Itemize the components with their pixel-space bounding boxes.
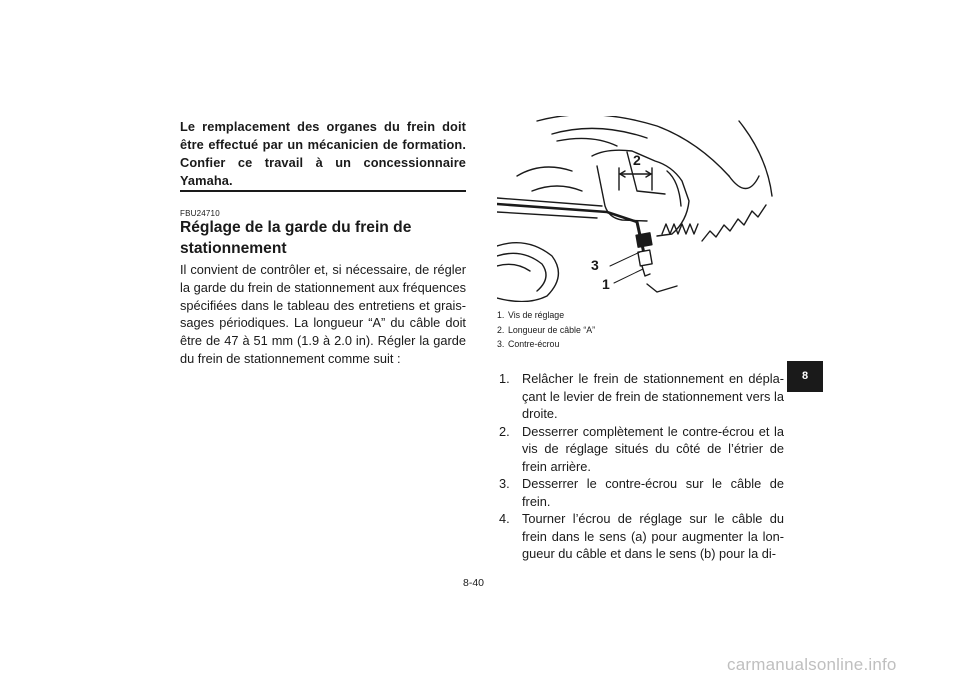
caption-item	[497, 308, 595, 323]
step-text: Relâcher le frein de stationnement en dépla-çant le levier de frein de stationnement vers la droite.	[522, 371, 784, 421]
caption-item	[497, 323, 595, 338]
caption-number: 1.	[497, 310, 505, 320]
procedure-step	[499, 510, 784, 563]
figure-captions	[497, 308, 595, 352]
callout-2: 2	[633, 152, 641, 168]
procedure-step	[499, 475, 784, 510]
step-number: 2.	[499, 423, 510, 439]
caption-text: Longueur de câble “A”	[508, 324, 596, 335]
step-number: 1.	[499, 371, 510, 386]
procedure-steps	[499, 370, 784, 563]
section-heading: Réglage de la garde du frein de stationnement	[180, 219, 412, 257]
procedure-step	[499, 423, 784, 476]
section-body: Il convient de contrôler et, si nécessaire, de régler la garde du frein de stationnement aux fréquences spécifiées dans le tableau des entretiens et grais-sages périodiques. La longueur “A” du câble doit être de 47 à 51 mm (1.9 à 2.0 in). Régler la garde du frein de stationnement comme suit :	[180, 262, 466, 366]
step-number: 3.	[499, 476, 510, 491]
callout-3: 3	[591, 257, 599, 273]
step-text: Tourner l’écrou de réglage sur le câble du frein dans le sens (a) pour augmenter la lon-gueur du câble et dans le sens (b) pour la di-	[522, 511, 784, 561]
caption-item	[497, 337, 595, 352]
section-code: FBU24710	[180, 209, 220, 218]
brake-illustration	[497, 116, 783, 302]
chapter-tab: 8	[787, 361, 823, 392]
caption-number: 3.	[497, 339, 505, 349]
caption-number: 2.	[497, 324, 505, 335]
warning-text: Le remplacement des organes du frein doit être effectué par un mécanicien de formation. Confier ce travail à un concessionnaire Yamaha.	[180, 119, 466, 188]
procedure-step	[499, 370, 784, 423]
caption-text: Vis de réglage	[508, 310, 565, 320]
warning-divider	[180, 190, 466, 192]
step-text: Desserrer complètement le contre-écrou et la vis de réglage situés du côté de l’étrier de frein arrière.	[522, 423, 784, 474]
step-text: Desserrer le contre-écrou sur le câble de frein.	[522, 476, 784, 509]
step-number: 4.	[499, 511, 510, 526]
callout-1: 1	[602, 276, 610, 292]
page-number: 8-40	[463, 577, 485, 589]
watermark: carmanualsonline.info	[727, 655, 897, 674]
caption-text: Contre-écrou	[508, 339, 560, 349]
